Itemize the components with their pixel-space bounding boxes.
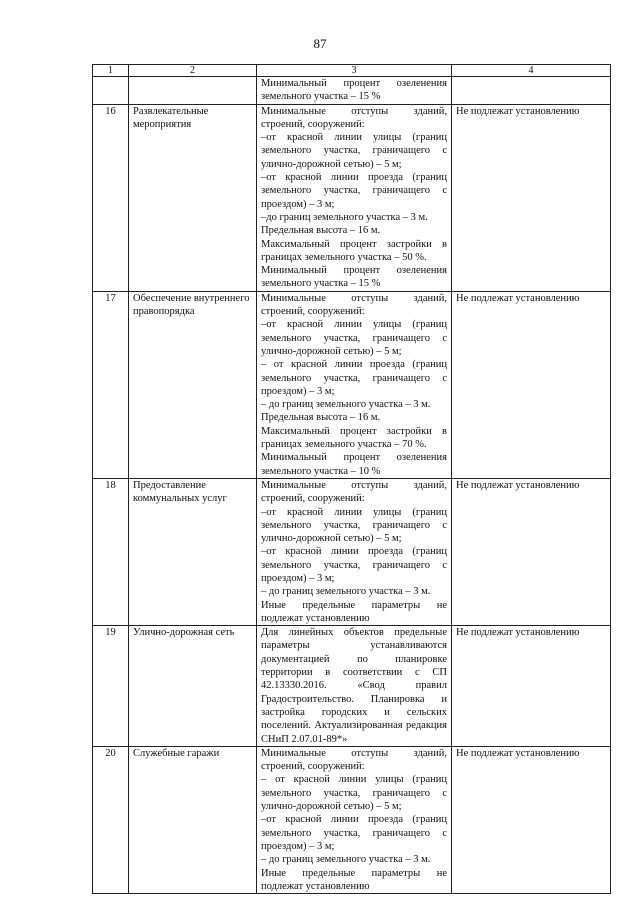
table-header-row	[93, 65, 611, 77]
row-number-cell: 19	[93, 626, 129, 747]
param-line: – от красной линии проезда (границ земельного участка, граничащего с проездом) – 3 м;	[261, 359, 447, 397]
row-number-cell: 16	[93, 104, 129, 291]
param-line: –от красной линии улицы (границ земельного участка, граничащего с улично-дорожной сетью) – 5 м;	[261, 132, 447, 170]
param-line: Предельная высота – 16 м.	[261, 225, 381, 237]
column-header-4: 4	[452, 65, 611, 77]
table-row-continuation	[93, 77, 611, 105]
row-name-cell: Улично-дорожная сеть	[129, 626, 257, 747]
column-header-2: 2	[129, 65, 257, 77]
param-line: – до границ земельного участка – 3 м.	[261, 586, 431, 598]
table-row	[93, 746, 611, 893]
table-row	[93, 104, 611, 291]
param-line: Максимальный процент застройки в границах земельного участка – 50 %.	[261, 238, 447, 263]
column-header-3: 3	[257, 65, 452, 77]
row-number-cell: 20	[93, 746, 129, 893]
row-params-cell	[257, 478, 452, 625]
param-line: Максимальный процент застройки в границах земельного участка – 70 %.	[261, 425, 447, 451]
row-restriction-cell: Не подлежат установлению	[452, 478, 611, 625]
row-name-cell: Предоставление коммунальных услуг	[129, 478, 257, 625]
param-line: Минимальный процент озеленения земельного участка – 10 %	[261, 452, 447, 477]
param-line: Иные предельные параметры не подлежат установлению	[261, 599, 447, 624]
row-params-cell	[257, 77, 452, 105]
param-line: –до границ земельного участка – 3 м.	[261, 211, 428, 223]
row-number-cell	[93, 77, 129, 105]
row-restriction-cell	[452, 77, 611, 105]
row-name-cell: Обеспечение внутреннего правопорядка	[129, 291, 257, 478]
row-params-cell	[257, 291, 452, 478]
row-name-cell: Служебные гаражи	[129, 746, 257, 893]
param-line: –от красной линии проезда (границ земельного участка, граничащего с проездом) – 3 м;	[261, 546, 447, 584]
param-line: Предельная высота – 16 м.	[261, 412, 381, 424]
param-line: –от красной линии проезда (границ земельного участка, граничащего с проездом) – 3 м;	[261, 814, 447, 852]
param-line: Минимальные отступы зданий, строений, сооружений:	[261, 747, 447, 773]
table-row	[93, 626, 611, 747]
regulations-table	[92, 64, 611, 894]
param-line: –от красной линии проезда (границ земельного участка, граничащего с проездом) – 3 м;	[261, 172, 447, 210]
param-line: – от красной линии улицы (границ земельного участка, граничащего с улично-дорожной сетью) – 5 м;	[261, 774, 447, 813]
row-name-cell	[129, 77, 257, 105]
param-line: Минимальные отступы зданий, строений, сооружений:	[261, 292, 447, 318]
param-line: –от красной линии улицы (границ земельного участка, граничащего с улично-дорожной сетью) – 5 м;	[261, 319, 447, 357]
param-line: – до границ земельного участка – 3 м.	[261, 399, 431, 411]
param-line: Для линейных объектов предельные параметры устанавливаются документацией по планировке территории в соответствии с СП 42.13330.2016. «Свод правил Градостроительство. Планировка и застройка городских и сельских поселений. Актуализированная редакция СНиП 2.07.01-89*»	[261, 627, 447, 745]
row-params-cell	[257, 626, 452, 747]
column-header-1: 1	[93, 65, 129, 77]
param-line: – до границ земельного участка – 3 м.	[261, 854, 431, 866]
param-line: Минимальные отступы зданий, строений, сооружений:	[261, 105, 447, 130]
row-restriction-cell: Не подлежат установлению	[452, 291, 611, 478]
param-line: Иные предельные параметры не подлежат установлению	[261, 867, 447, 892]
table-row	[93, 478, 611, 625]
param-line: –от красной линии улицы (границ земельного участка, граничащего с улично-дорожной сетью) – 5 м;	[261, 506, 447, 545]
row-params-cell	[257, 746, 452, 893]
page-number: 87	[313, 36, 327, 51]
row-number-cell: 18	[93, 478, 129, 625]
row-restriction-cell: Не подлежат установлению	[452, 746, 611, 893]
table-row	[93, 291, 611, 478]
row-number-cell: 17	[93, 291, 129, 478]
row-name-cell: Развлекательные мероприятия	[129, 104, 257, 291]
row-params-cell	[257, 104, 452, 291]
row-restriction-cell: Не подлежат установлению	[452, 104, 611, 291]
row-restriction-cell: Не подлежат установлению	[452, 626, 611, 747]
param-line: Минимальные отступы зданий, строений, сооружений:	[261, 479, 447, 505]
param-line: Минимальный процент озеленения земельного участка – 15 %	[261, 265, 447, 290]
param-line: Минимальный процент озеленения земельного участка – 15 %	[261, 78, 447, 103]
